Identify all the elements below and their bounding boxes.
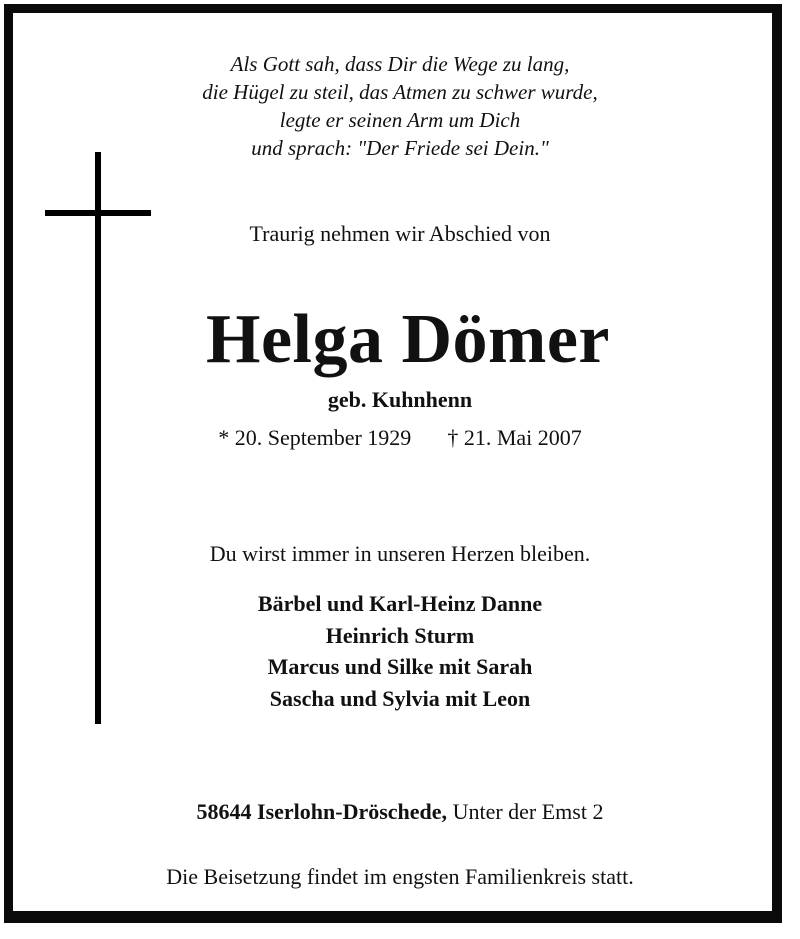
address-street: Unter der Emst 2 <box>452 799 604 824</box>
birth-date: * 20. September 1929 <box>218 425 412 450</box>
mourner-entry: Marcus und Silke mit Sarah <box>267 654 533 679</box>
poem-line: die Hügel zu steil, das Atmen zu schwer wurde, <box>202 80 598 104</box>
deceased-name: Helga Dömer <box>206 301 610 378</box>
poem <box>0 50 800 162</box>
address <box>0 799 800 825</box>
mourner-entry: Heinrich Sturm <box>325 622 475 648</box>
mourners-list <box>0 588 800 714</box>
poem-line: Als Gott sah, dass Dir die Wege zu lang, <box>230 52 570 76</box>
mourner-entry: Bärbel und Karl-Heinz Danne <box>257 591 543 616</box>
life-dates <box>0 425 800 451</box>
cross-horizontal-bar <box>45 210 151 216</box>
farewell-intro: Traurig nehmen wir Abschied von <box>249 221 551 246</box>
death-date: † 21. Mai 2007 <box>447 425 582 450</box>
poem-line: und sprach: "Der Friede sei Dein." <box>251 136 549 160</box>
burial-note: Die Beisetzung findet im engsten Familienkreis statt. <box>166 864 634 889</box>
mourner-entry: Sascha und Sylvia mit Leon <box>269 685 531 711</box>
address-city: 58644 Iserlohn-Dröschede, <box>196 799 448 824</box>
poem-line: legte er seinen Arm um Dich <box>279 108 521 132</box>
maiden-name: geb. Kuhnhenn <box>327 387 473 412</box>
motto: Du wirst immer in unseren Herzen bleiben. <box>209 541 591 566</box>
